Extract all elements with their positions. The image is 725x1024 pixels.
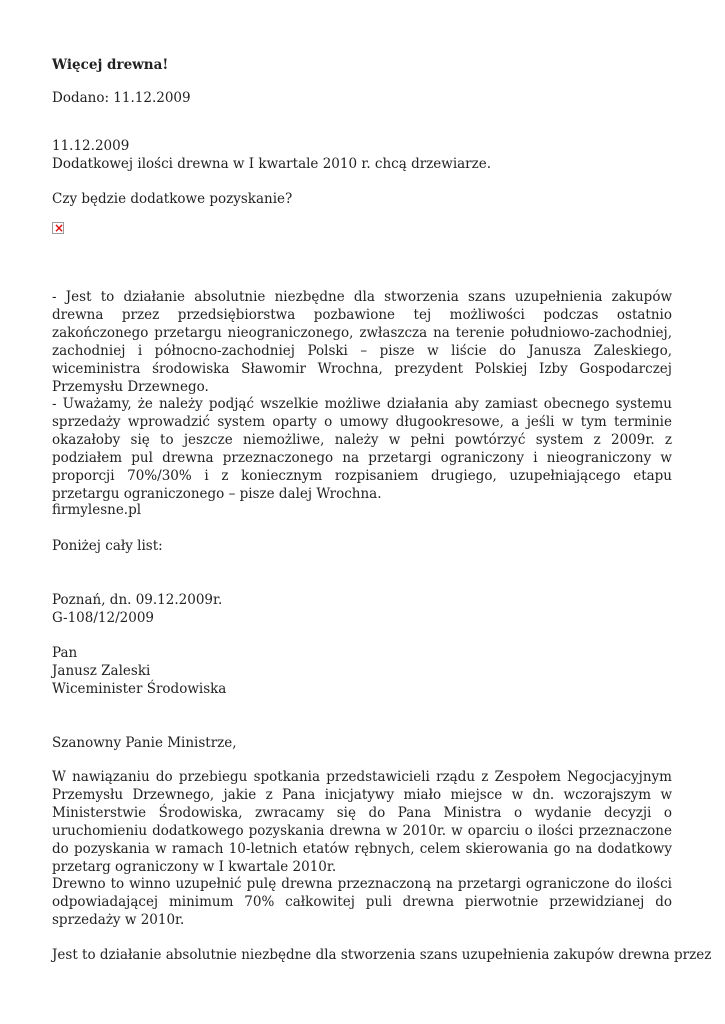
letter-place-date: Poznań, dn. 09.12.2009r. — [52, 592, 223, 608]
letter-salutation: Szanowny Panie Ministrze, — [52, 735, 237, 751]
recipient-name: Janusz Zaleski — [52, 663, 151, 679]
article-question: Czy będzie dodatkowe pozyskanie? — [52, 191, 293, 207]
letter-paragraph-2: Drewno to winno uzupełnić pulę drewna przeznaczoną na przetargi ograniczone do ilości odpowiadającej minimum 70% całkowitej puli drewna pierwotnie przewidzianej do sprzedaży w 2010r. — [52, 876, 672, 928]
letter-intro: Poniżej cały list: — [52, 538, 163, 554]
article-date: 11.12.2009 — [52, 138, 130, 154]
article-title: Więcej drewna! — [52, 57, 169, 73]
article-paragraph-2: - Uważamy, że należy podjąć wszelkie możliwe działania aby zamiast obecnego systemu sprzedaży wprowadzić system oparty o umowy długookresowe, a jeśli w tym terminie okazałoby się to jeszcze niemożliwe, należy w pełni powtórzyć system z 2009r. z podziałem pul drewna przeznaczonego na przetargi ograniczony i nieograniczony w proporcji 70%/30% i z koniecznym rozpisaniem drugiego, uzupełniającego etapu przetargu ograniczonego – pisze dalej Wrochna. — [52, 396, 672, 502]
source-label: firmylesne.pl — [52, 502, 142, 518]
added-date: Dodano: 11.12.2009 — [52, 90, 191, 106]
article-lead: Dodatkowej ilości drewna w I kwartale 2010 r. chcą drzewiarze. — [52, 156, 492, 172]
letter-reference: G-108/12/2009 — [52, 610, 154, 626]
broken-image-icon — [52, 222, 64, 234]
article-paragraph-1: - Jest to działanie absolutnie niezbędne dla stworzenia szans uzupełnienia zakupów drewna przez przedsiębiorstwa pozbawione tej możliwości podczas ostatnio zakończonego przetargu nieograniczonego, zwłaszcza na terenie południowo-zachodniej, zachodniej i północno-zachodniej Polski – pisze w liście do Janusza Zaleskiego, wiceministra środowiska Sławomir Wrochna, prezydent Polskiej Izby Gospodarczej Przemysłu Drzewnego. — [52, 289, 672, 395]
letter-paragraph-3: Jest to działanie absolutnie niezbędne dla stworzenia szans uzupełnienia zakupów drewna przez — [52, 947, 712, 963]
recipient-title: Pan — [52, 645, 78, 661]
letter-paragraph-1: W nawiązaniu do przebiegu spotkania przedstawicieli rządu z Zespołem Negocjacyjnym Przemysłu Drzewnego, jakie z Pana inicjatywy miało miejsce w dn. wczorajszym w Ministerstwie Środowiska, zwracamy się do Pana Ministra o wydanie decyzji o uruchomieniu dodatkowego pozyskania drewna w 2010r. w oparciu o ilości przeznaczone do pozyskania w ramach 10-letnich etatów rębnych, celem skierowania go na dodatkowy przetarg ograniczony w I kwartale 2010r. — [52, 769, 672, 875]
recipient-position: Wiceminister Środowiska — [52, 681, 227, 697]
